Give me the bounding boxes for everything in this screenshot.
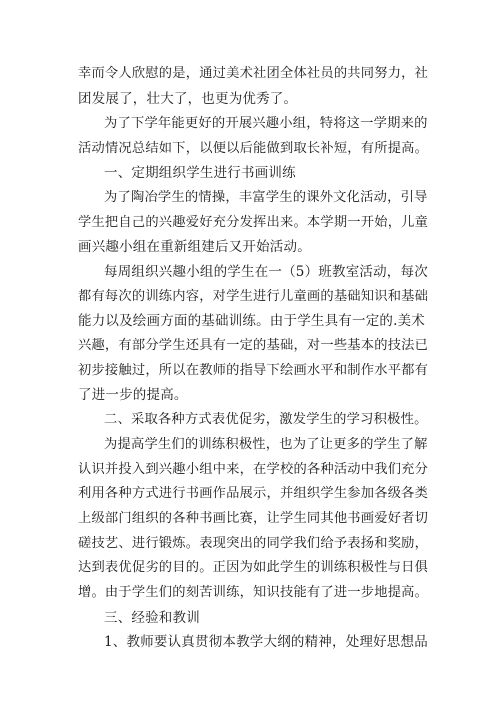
text-line: 1、教师要认真贯彻本教学大纲的精神，处理好思想品 [104,634,428,650]
section-heading: 三、经验和教训 [104,610,200,626]
text-line: 画兴趣小组在重新组建后又开始活动。 [78,239,311,255]
text-line: 利用各种方式进行书画作品展示，并组织学生参加各级各类 [78,486,429,501]
section-heading: 二、采取各种方式表优促劣，激发学生的学习积极性。 [104,412,428,427]
text-line: 每周组织兴趣小组的学生在一（5）班教室活动，每次 [104,264,428,280]
text-line: 能力以及绘画方面的基础训练。由于学生具有一定的.美术 [78,313,425,329]
text-line: 兴趣，有部分学生还具有一定的基础，对一些基本的技法已 [78,338,429,353]
text-line: 了进一步的提高。 [78,387,188,403]
text-line: 为了下学年能更好的开展兴趣小组，特将这一学期来的 [104,116,428,131]
text-line: 活动情况总结如下，以便以后能做到取长补短，有所提高。 [78,141,429,156]
text-line: 都有每次的训练内容，对学生进行儿童画的基础知识和基础 [78,289,429,304]
text-line: 达到表优促劣的目的。正因为如此学生的训练积极性与日俱 [78,560,429,575]
text-line: 认识并投入到兴趣小组中来，在学校的各种活动中我们充分 [78,462,429,477]
text-line: 增。由于学生们的刻苦训练，知识技能有了进一步地提高。 [78,585,429,600]
text-line: 磋技艺、进行锻炼。表现突出的同学我们给予表扬和奖励， [78,536,429,551]
text-line: 幸而令人欣慰的是，通过美术社团全体社员的共同努力，社 [78,66,429,81]
text-line: 团发展了，壮大了，也更为优秀了。 [78,91,298,107]
text-line: 学生把自己的兴趣爱好充分发挥出来。本学期一开始，儿童 [78,215,429,230]
text-line: 初步接触过，所以在教师的指导下绘画水平和制作水平都有 [78,363,429,378]
section-heading: 一、定期组织学生进行书画训练 [104,165,296,181]
text-line: 为提高学生们的训练积极性，也为了让更多的学生了解 [104,437,428,452]
text-line: 为了陶冶学生的情操，丰富学生的课外文化活动，引导 [104,190,428,205]
text-line: 上级部门组织的各种书画比赛，让学生同其他书画爱好者切 [78,511,429,526]
